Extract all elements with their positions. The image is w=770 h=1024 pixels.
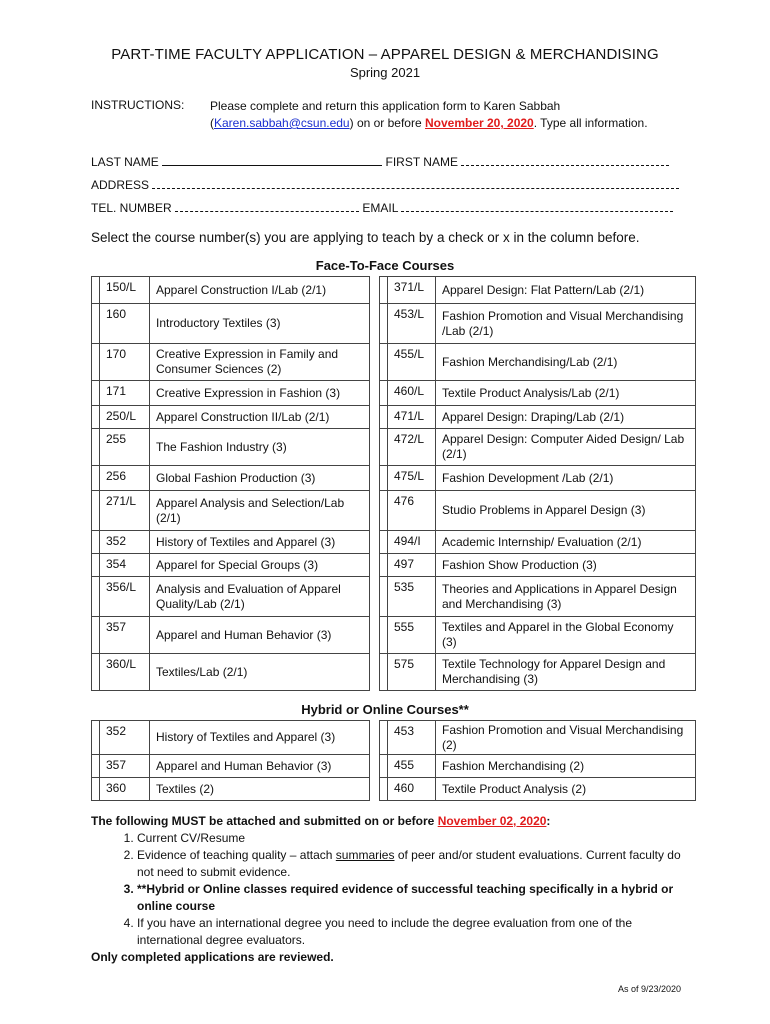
table-gap (370, 406, 380, 429)
course-number: 460 (388, 778, 436, 801)
course-number: 475/L (388, 466, 436, 491)
course-name: Studio Problems in Apparel Design (3) (436, 491, 696, 531)
course-checkbox[interactable] (380, 554, 388, 577)
instructions-label: INSTRUCTIONS: (91, 98, 185, 112)
face-to-face-heading: Face-To-Face Courses (315, 258, 455, 273)
course-name: Textile Technology for Apparel Design and Merchandising (3) (436, 654, 696, 691)
course-number: 453/L (388, 304, 436, 344)
course-number: 476 (388, 491, 436, 531)
email-link[interactable]: Karen.sabbah@csun.edu (214, 116, 350, 130)
course-name: Apparel for Special Groups (3) (150, 554, 370, 577)
course-checkbox[interactable] (380, 429, 388, 466)
course-name: Apparel Analysis and Selection/Lab (2/1) (150, 491, 370, 531)
course-number: 455 (388, 755, 436, 778)
requirement-item: 3. **Hybrid or Online classes required evidence of successful teaching specifically in a hybrid or online course (137, 881, 691, 915)
course-checkbox[interactable] (92, 617, 100, 654)
course-checkbox[interactable] (92, 406, 100, 429)
address-field[interactable] (152, 177, 679, 189)
course-checkbox[interactable] (92, 577, 100, 617)
table-gap (370, 778, 380, 801)
table-gap (370, 381, 380, 406)
course-checkbox[interactable] (92, 654, 100, 691)
table-gap (370, 466, 380, 491)
course-number: 455/L (388, 344, 436, 381)
course-checkbox[interactable] (92, 531, 100, 554)
course-name: Textiles/Lab (2/1) (150, 654, 370, 691)
select-instructions: Select the course number(s) you are applying to teach by a check or x in the column before. (91, 230, 640, 245)
requirements (91, 813, 691, 966)
course-name: History of Textiles and Apparel (3) (150, 721, 370, 755)
course-checkbox[interactable] (92, 755, 100, 778)
last-name-label: LAST NAME (91, 155, 159, 169)
requirement-item: 4. If you have an international degree you need to include the degree evaluation from one of the international degree evaluators. (137, 915, 691, 949)
table-gap (370, 304, 380, 344)
requirement-item: 2. Evidence of teaching quality – attach summaries of peer and/or student evaluations. Current faculty do not need to submit evidence. (137, 847, 691, 881)
course-row (92, 344, 696, 381)
course-row (92, 554, 696, 577)
table-gap (370, 491, 380, 531)
requirements-list (91, 830, 691, 949)
course-name: Fashion Development /Lab (2/1) (436, 466, 696, 491)
table-gap (370, 617, 380, 654)
name-row (91, 154, 669, 169)
course-number: 555 (388, 617, 436, 654)
course-checkbox[interactable] (92, 491, 100, 531)
course-checkbox[interactable] (380, 491, 388, 531)
table-gap (370, 344, 380, 381)
course-checkbox[interactable] (92, 344, 100, 381)
course-checkbox[interactable] (380, 406, 388, 429)
address-label: ADDRESS (91, 178, 150, 192)
course-row (92, 406, 696, 429)
course-checkbox[interactable] (380, 617, 388, 654)
course-number: 271/L (100, 491, 150, 531)
table-gap (370, 577, 380, 617)
course-name: Fashion Show Production (3) (436, 554, 696, 577)
email-label: EMAIL (362, 201, 398, 215)
course-name: Fashion Merchandising/Lab (2/1) (436, 344, 696, 381)
course-name: Apparel Construction I/Lab (2/1) (150, 277, 370, 304)
table-gap (370, 554, 380, 577)
course-number: 150/L (100, 277, 150, 304)
course-row (92, 304, 696, 344)
course-number: 356/L (100, 577, 150, 617)
course-number: 352 (100, 531, 150, 554)
course-name: Apparel Design: Flat Pattern/Lab (2/1) (436, 277, 696, 304)
instructions-text (210, 98, 648, 132)
email-field[interactable] (401, 200, 673, 212)
address-row (91, 177, 679, 192)
course-name: Fashion Merchandising (2) (436, 755, 696, 778)
course-number: 354 (100, 554, 150, 577)
face-to-face-table (91, 276, 696, 691)
deadline-date: November 20, 2020 (424, 116, 534, 130)
table-gap (370, 654, 380, 691)
course-number: 371/L (388, 277, 436, 304)
course-name: Creative Expression in Fashion (3) (150, 381, 370, 406)
requirements-intro: The following MUST be attached and submitted on or before November 02, 2020: (91, 814, 551, 828)
course-checkbox[interactable] (92, 304, 100, 344)
instructions-line2: (Karen.sabbah@csun.edu) on or before November 20, 2020. Type all information. (210, 116, 648, 130)
first-name-label: FIRST NAME (385, 155, 458, 169)
course-number: 453 (388, 721, 436, 755)
course-row (92, 531, 696, 554)
table-gap (370, 277, 380, 304)
course-number: 357 (100, 617, 150, 654)
course-number: 357 (100, 755, 150, 778)
course-name: Global Fashion Production (3) (150, 466, 370, 491)
tel-field[interactable] (175, 200, 359, 212)
course-name: History of Textiles and Apparel (3) (150, 531, 370, 554)
course-row (92, 429, 696, 466)
course-number: 497 (388, 554, 436, 577)
course-checkbox[interactable] (380, 466, 388, 491)
course-checkbox[interactable] (92, 381, 100, 406)
course-row (92, 381, 696, 406)
course-name: Textile Product Analysis/Lab (2/1) (436, 381, 696, 406)
course-row (92, 755, 696, 778)
course-number: 472/L (388, 429, 436, 466)
course-row (92, 277, 696, 304)
as-of-date: As of 9/23/2020 (617, 984, 681, 994)
course-name: Theories and Applications in Apparel Design and Merchandising (3) (436, 577, 696, 617)
course-number: 360 (100, 778, 150, 801)
course-name: The Fashion Industry (3) (150, 429, 370, 466)
table-gap (370, 721, 380, 755)
course-checkbox[interactable] (380, 721, 388, 755)
course-number: 160 (100, 304, 150, 344)
course-checkbox[interactable] (92, 554, 100, 577)
term: Spring 2021 (349, 65, 421, 80)
course-number: 352 (100, 721, 150, 755)
course-row (92, 617, 696, 654)
course-checkbox[interactable] (92, 429, 100, 466)
table-gap (370, 531, 380, 554)
course-checkbox[interactable] (92, 778, 100, 801)
course-number: 575 (388, 654, 436, 691)
course-number: 171 (100, 381, 150, 406)
course-checkbox[interactable] (380, 531, 388, 554)
course-name: Apparel Construction II/Lab (2/1) (150, 406, 370, 429)
course-name: Academic Internship/ Evaluation (2/1) (436, 531, 696, 554)
course-name: Apparel Design: Computer Aided Design/ Lab (2/1) (436, 429, 696, 466)
course-name: Apparel and Human Behavior (3) (150, 755, 370, 778)
course-checkbox[interactable] (92, 277, 100, 304)
table-gap (370, 755, 380, 778)
course-name: Fashion Promotion and Visual Merchandising (2) (436, 721, 696, 755)
closing-note: Only completed applications are reviewed. (91, 950, 334, 964)
course-checkbox[interactable] (380, 755, 388, 778)
course-number: 535 (388, 577, 436, 617)
course-checkbox[interactable] (380, 344, 388, 381)
course-row (92, 654, 696, 691)
course-checkbox[interactable] (92, 721, 100, 755)
course-number: 255 (100, 429, 150, 466)
course-name: Textiles (2) (150, 778, 370, 801)
contact-row (91, 200, 673, 215)
instructions-line1: Please complete and return this application form to Karen Sabbah (210, 99, 561, 113)
course-name: Fashion Promotion and Visual Merchandising /Lab (2/1) (436, 304, 696, 344)
course-name: Textiles and Apparel in the Global Economy (3) (436, 617, 696, 654)
course-checkbox[interactable] (92, 466, 100, 491)
course-checkbox[interactable] (380, 381, 388, 406)
page-title: PART-TIME FACULTY APPLICATION – APPAREL DESIGN & MERCHANDISING (111, 46, 659, 63)
course-name: Apparel and Human Behavior (3) (150, 617, 370, 654)
requirement-item: 1. Current CV/Resume (137, 830, 691, 847)
course-number: 460/L (388, 381, 436, 406)
course-row (92, 466, 696, 491)
course-name: Creative Expression in Family and Consumer Sciences (2) (150, 344, 370, 381)
table-gap (370, 429, 380, 466)
hybrid-table (91, 720, 696, 801)
course-row (92, 721, 696, 755)
course-name: Textile Product Analysis (2) (436, 778, 696, 801)
tel-label: TEL. NUMBER (91, 201, 172, 215)
course-checkbox[interactable] (380, 277, 388, 304)
hybrid-heading: Hybrid or Online Courses** (301, 702, 469, 717)
course-number: 256 (100, 466, 150, 491)
course-row (92, 577, 696, 617)
course-row (92, 491, 696, 531)
course-number: 360/L (100, 654, 150, 691)
course-number: 471/L (388, 406, 436, 429)
course-checkbox[interactable] (380, 304, 388, 344)
requirements-deadline: November 02, 2020 (437, 814, 547, 828)
course-row (92, 778, 696, 801)
course-name: Analysis and Evaluation of Apparel Quality/Lab (2/1) (150, 577, 370, 617)
first-name-field[interactable] (461, 154, 669, 166)
course-name: Introductory Textiles (3) (150, 304, 370, 344)
course-name: Apparel Design: Draping/Lab (2/1) (436, 406, 696, 429)
last-name-field[interactable] (162, 154, 382, 166)
course-checkbox[interactable] (380, 778, 388, 801)
course-number: 170 (100, 344, 150, 381)
course-checkbox[interactable] (380, 577, 388, 617)
course-checkbox[interactable] (380, 654, 388, 691)
course-number: 250/L (100, 406, 150, 429)
course-number: 494/I (388, 531, 436, 554)
